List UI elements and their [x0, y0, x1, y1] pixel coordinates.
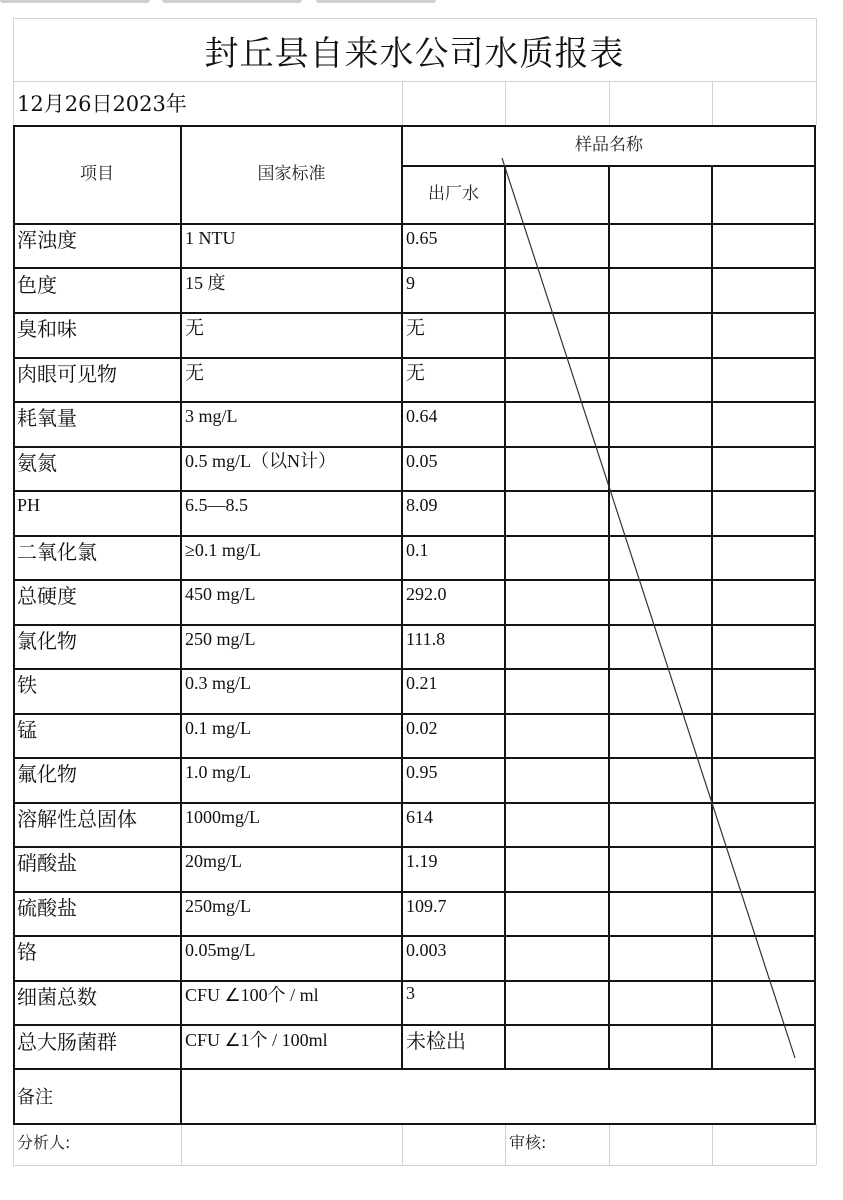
- analyst-label: 分析人:: [17, 1133, 71, 1152]
- row-standard: 6.5—8.5: [185, 495, 248, 515]
- row-item: 细菌总数: [17, 985, 97, 1009]
- row-value: 无: [406, 317, 426, 339]
- row-item: 耗氧量: [17, 406, 77, 430]
- row-item: 氯化物: [17, 629, 77, 653]
- row-standard: 0.3 mg/L: [185, 673, 251, 693]
- row-value: 0.65: [406, 228, 438, 248]
- row-item: PH: [17, 495, 41, 515]
- header-item: 项目: [80, 164, 114, 184]
- row-standard: 0.5 mg/L（以N计）: [185, 451, 336, 471]
- row-value: 614: [406, 807, 433, 827]
- row-value: 0.003: [406, 940, 447, 960]
- row-value: 3: [406, 983, 415, 1003]
- row-value: 9: [406, 273, 415, 293]
- row-value: 1.19: [406, 851, 438, 871]
- row-item: 臭和味: [17, 317, 77, 341]
- report-date: 12月26日2023年: [17, 92, 187, 116]
- row-standard: 250 mg/L: [185, 629, 256, 649]
- row-value: 0.02: [406, 718, 438, 738]
- row-standard: 1.0 mg/L: [185, 762, 251, 782]
- row-value: 292.0: [406, 584, 447, 604]
- row-item: 铁: [17, 673, 37, 697]
- report-title: 封丘县自来水公司水质报表: [204, 33, 625, 74]
- row-value: 0.05: [406, 451, 438, 471]
- row-standard: 无: [185, 362, 205, 384]
- row-value: 0.95: [406, 762, 438, 782]
- row-standard: 0.1 mg/L: [185, 718, 251, 738]
- row-item: 色度: [17, 273, 57, 297]
- row-item: 氨氮: [17, 451, 57, 475]
- row-standard: 450 mg/L: [185, 584, 256, 604]
- grid-line-right-foot: [816, 1124, 817, 1165]
- row-standard: 无: [185, 317, 205, 339]
- row-item: 硝酸盐: [17, 851, 77, 875]
- row-standard: 0.05mg/L: [185, 940, 256, 960]
- grid-line-bottom: [13, 1165, 816, 1166]
- header-sample-name: 样品名称: [575, 135, 643, 155]
- row-standard: CFU ∠1个 / 100ml: [185, 1030, 328, 1050]
- row-standard: ≥0.1 mg/L: [185, 540, 261, 560]
- row-item: 总大肠菌群: [17, 1030, 117, 1054]
- row-standard: 3 mg/L: [185, 406, 238, 426]
- header-standard: 国家标准: [257, 164, 326, 184]
- row-standard: 1000mg/L: [185, 807, 260, 827]
- grid-line-right-top: [816, 18, 817, 125]
- water-quality-report-sheet: [13, 18, 816, 1165]
- row-value: 8.09: [406, 495, 438, 515]
- row-item: 二氧化氯: [17, 540, 97, 564]
- row-value: 0.64: [406, 406, 438, 426]
- row-item: 锰: [17, 718, 37, 742]
- row-item: 氟化物: [17, 762, 77, 786]
- row-item: 肉眼可见物: [17, 362, 117, 386]
- row-item: 硫酸盐: [17, 896, 77, 920]
- row-value: 0.21: [406, 673, 438, 693]
- row-value: 未检出: [406, 1029, 466, 1053]
- row-value: 0.1: [406, 540, 429, 560]
- row-item: 浑浊度: [17, 228, 77, 252]
- row-value: 无: [406, 362, 426, 384]
- row-standard: 250mg/L: [185, 896, 251, 916]
- row-standard: 15 度: [185, 273, 226, 293]
- row-item: 铬: [17, 940, 37, 964]
- row-value: 109.7: [406, 896, 447, 916]
- top-edge-artifact: [0, 0, 843, 4]
- row-item: 溶解性总固体: [17, 807, 137, 831]
- row-standard: 1 NTU: [185, 228, 236, 248]
- row-value: 111.8: [406, 629, 446, 649]
- row-standard: CFU ∠100个 / ml: [185, 985, 319, 1005]
- row-item: 总硬度: [17, 584, 77, 608]
- header-sample-factory-water: 出厂水: [428, 184, 479, 204]
- remark-label: 备注: [17, 1087, 53, 1108]
- row-standard: 20mg/L: [185, 851, 242, 871]
- reviewer-label: 审核:: [509, 1133, 547, 1152]
